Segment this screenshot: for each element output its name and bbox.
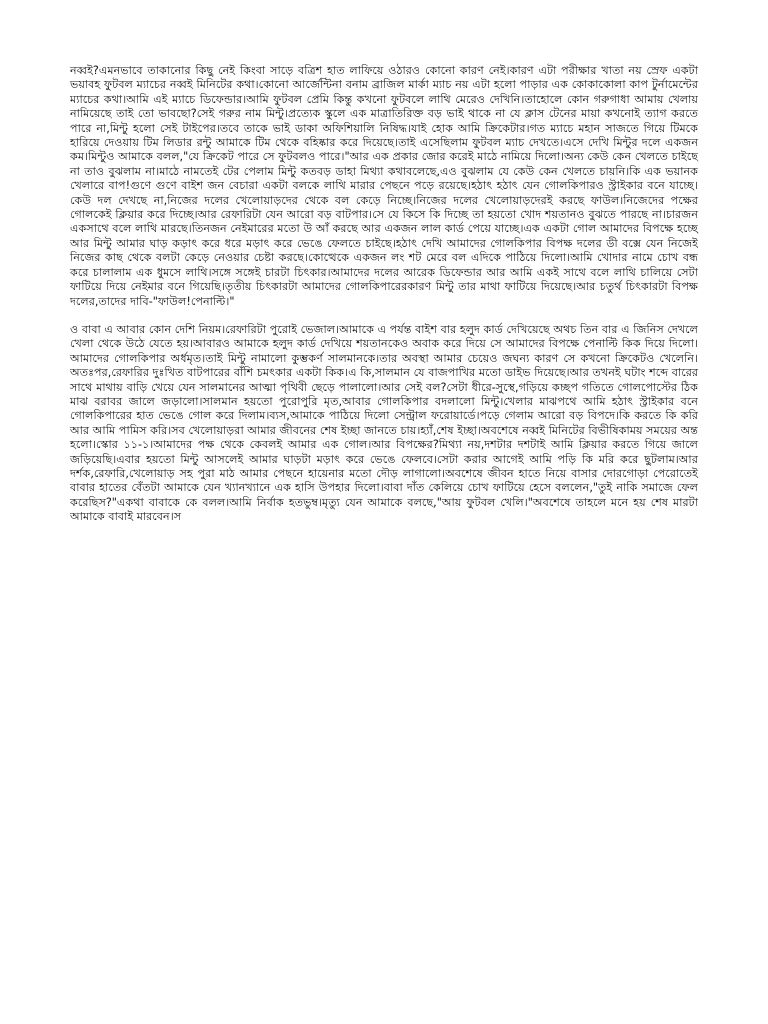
document-page <box>70 64 698 525</box>
story-paragraph-2: ও বাবা এ আবার কোন দেশি নিয়ম।রেফারিটা পুরোই ভেজাল।আমাকে এ পর্যন্ত বাইশ বার হলুদ কার্ড দেখিয়েছে অথচ তিন বার এ জিনিস দেখলে খেলা থেকে উঠে যেতে হয়।আবারও আমাকে হলুদ কার্ড দেখিয়ে শয়তানকেও অবাক করে দিয়ে সে আমাদের বিপক্ষে পেনাল্টি কিক দিয়ে দিলো।আমাদের গোলকিপার অর্ধমৃত।তাই মিন্টু নামালো কুম্ভকর্ণ সালমানকে।তার অবস্থা আমার চেয়েও জঘন্য কারণ সে কখনো ক্রিকেটও খেলেনি।অতঃপর,রেফারির দুঃখিত বাটপারের বাঁশি চমৎকার একটা কিক।এ কি,সালমান যে বাজপাখির মতো ডাইভ দিয়েছে।আর তখনই ঘটাং শব্দে বারের সাথে মাথায় বাড়ি খেয়ে যেন সালমানের আত্মা পৃথিবী ছেড়ে পালালো।আর সেই বল?সেটা ধীরে-সুস্থে,গড়িয়ে কচ্ছপ গতিতে গোলপোস্টের ঠিক মাঝ বরাবর জালে জড়ালো।সালমান হয়তো পুরোপুরি মৃত,আবার গোলকিপার বদলালো মিন্টু।খেলার মাঝপথে আমি হঠাৎ স্ট্রাইকার বনে গোলকিপারের হাত ভেঙে গোল করে দিলাম।ব্যস,আমাকে পাঠিয়ে দিলো সেন্ট্রাল ফরোয়ার্ডে।পড়ে গেলাম আরো বড় বিপদে।কি করতে কি করি আর আমি পামিস করি।সব খেলোয়াড়রা আমার জীবনের শেষ ইচ্ছা জানতে চায়।হ্যাঁ,শেষ ইচ্ছা।অবশেষে নব্বই মিনিটের বিভীষিকাময় সময়ের অন্ত হলো।স্কোর ১১-১।আমাদের পক্ষ থেকে কেবলই আমার এক গোল।আর বিপক্ষের?মিথ্যা নয়,দশটার দশটাই আমি ক্লিয়ার করতে গিয়ে জালে জড়িয়েছি।এবার হয়তো মিন্টু আসলেই আমার ঘাড়টা মড়াৎ করে ভেঙে ফেলবে।সেটা করার আগেই আমি পড়ি কি মরি করে ছুটলাম।আর দর্শক,রেফারি,খেলোয়াড় সহ পুরা মাঠ আমার পেছনে হায়েনার মতো দৌড় লাগালো।অবশেষে জীবন হাতে নিয়ে বাসার দোরগোড়া পেরোতেই বাবার হাতের বেঁতটা আমাকে যেন খ্যানখ্যানে এক হাসি উপহার দিলো।বাবা দাঁত কেলিয়ে চোখ ফাটিয়ে হেসে বললেন,"তুই নাকি সমাজে ফেল করেছিস?"একথা বাবাকে কে বলল।আমি নির্বাক হতভুম্ব।মৃত্যু যেন আমাকে বলছে,"আয় ফুটবল খেলি।"অবশেষে তাহলে মনে হয় শেষ মারটা আমাকে বাবাই মারবেন।স <box>70 322 698 524</box>
story-paragraph-1: নব্বই?এমনভাবে তাকানোর কিছু নেই কিংবা সাড়ে বত্রিশ হাত লাফিয়ে ওঠারও কোনো কারণ নেই।কারণ এটা পরীক্ষার খাতা নয় স্রেফ একটা ভয়াবহ ফুটবল ম্যাচের নব্বই মিনিটের কথা।কোনো আর্জেন্টিনা বনাম ব্রাজিল মার্কা ম্যাচ নয় এটা হলো পাড়ার এক কোকাকোলা কাপ টুর্নামেন্টের ম্যাচের কথা।আমি এই ম্যাচে ডিফেন্ডার।আমি ফুটবল প্রেমি কিন্তু কখনো ফুটবলে লাথি মেরেও দেখিনি।তাহোলে কোন গরুগাধা আমায় খেলায় নামিয়েছে তাই তো ভাবছো?সেই গরুর নাম মিন্টু।প্রত্যেক স্কুলে এক মাত্রাতিরিক্ত বড় ভাই থাকে না যে ক্লাস টেনের মায়া কখনোই ত্যাগ করতে পারে না,মিন্টু হলো সেই টাইপের।তবে তাকে ভাই ডাকা অফিশিয়ালি নিষিদ্ধ।যাই হোক আমি ক্রিকেটার।গত ম্যাচে মহান সাজতে গিয়ে টিমকে হারিয়ে দেওয়ায় টিম লিডার রন্টু আমাকে টিম থেকে বহিষ্কার করে দিয়েছে।তাই এসেছিলাম ফুটবল ম্যাচ দেখতে।এসে দেখি মিন্টুর দলে একজন কম।মিন্টুও আমাকে বলল,"যে ক্রিকেট পারে সে ফুটবলও পারে।"আর এক প্রকার জোর করেই মাঠে নামিয়ে দিলো।অন্য কেউ কেন খেলতে চাইছে না তাও বুঝলাম না।মাঠে নামতেই টের পেলাম মিন্টু কতবড় ডাহা মিথ্যা কথাবলেছে,এও বুঝলাম যে কেউ কেন খেলতে চায়নি।কি এক ভয়ানক খেলারে বাপ!গুণে গুণে বাইশ জন বেচারা একটা বলকে লাথি মারার পেছনে পড়ে রয়েছে।হঠাৎ হঠাৎ যেন গোলকিপারও স্ট্রাইকার বনে যাচ্ছে।কেউ দল দেখছে না,নিজের দলের খেলোয়াড়দের থেকে বল কেড়ে নিচ্ছে।নিজের দলের খেলোয়াড়দেরই করছে ফাউল।নিজেদের পক্ষের গোলকেই ক্লিয়ার করে দিচ্ছে।আর রেফারিটা যেন আরো বড় বাটপার।সে যে কিসে কি দিচ্ছে তা হয়তো খোদ শয়তানও বুঝতে পারছে না।চারজন একসাথে বলে লাথি মারছে।তিনজন নেইমারের মতো উ আঁ করছে আর একজন লাল কার্ড পেয়ে যাচ্ছে।এক একটা গোল আমাদের বিপক্ষে হচ্ছে আর মিন্টু আমার ঘাড় কড়াৎ করে ধরে মড়াৎ করে ভেঙে ফেলতে চাইছে।হঠাৎ দেখি আমাদের গোলকিপার বিপক্ষ দলের ডী বক্সে যেন নিজেই নিজের কাছ থেকে বলটা কেড়ে নেওয়ার চেষ্টা করছে।কোত্থেকে একজন লং শট মেরে বল এদিকে পাঠিয়ে দিলো।আমি খোদার নামে চোখ বন্ধ করে চালালাম এক ধুমসে লাথি।সঙ্গে সঙ্গেই চারটা চিৎকার।আমাদের দলের আরেক ডিফেন্ডার আর আমি একই সাথে বলে লাথি চালিয়ে সেটা ফাটিয়ে দিয়ে নেইমার বনে গিয়েছি।তৃতীয় চিৎকারটা আমাদের গোলকিপারেরকারণ মিন্টু তার মাথা ফাটিয়ে দিয়েছে।আর চতুর্থ চিৎকারটা বিপক্ষ দলের,তাদের দাবি-"ফাউল!পেনাল্টি।" <box>70 64 698 308</box>
